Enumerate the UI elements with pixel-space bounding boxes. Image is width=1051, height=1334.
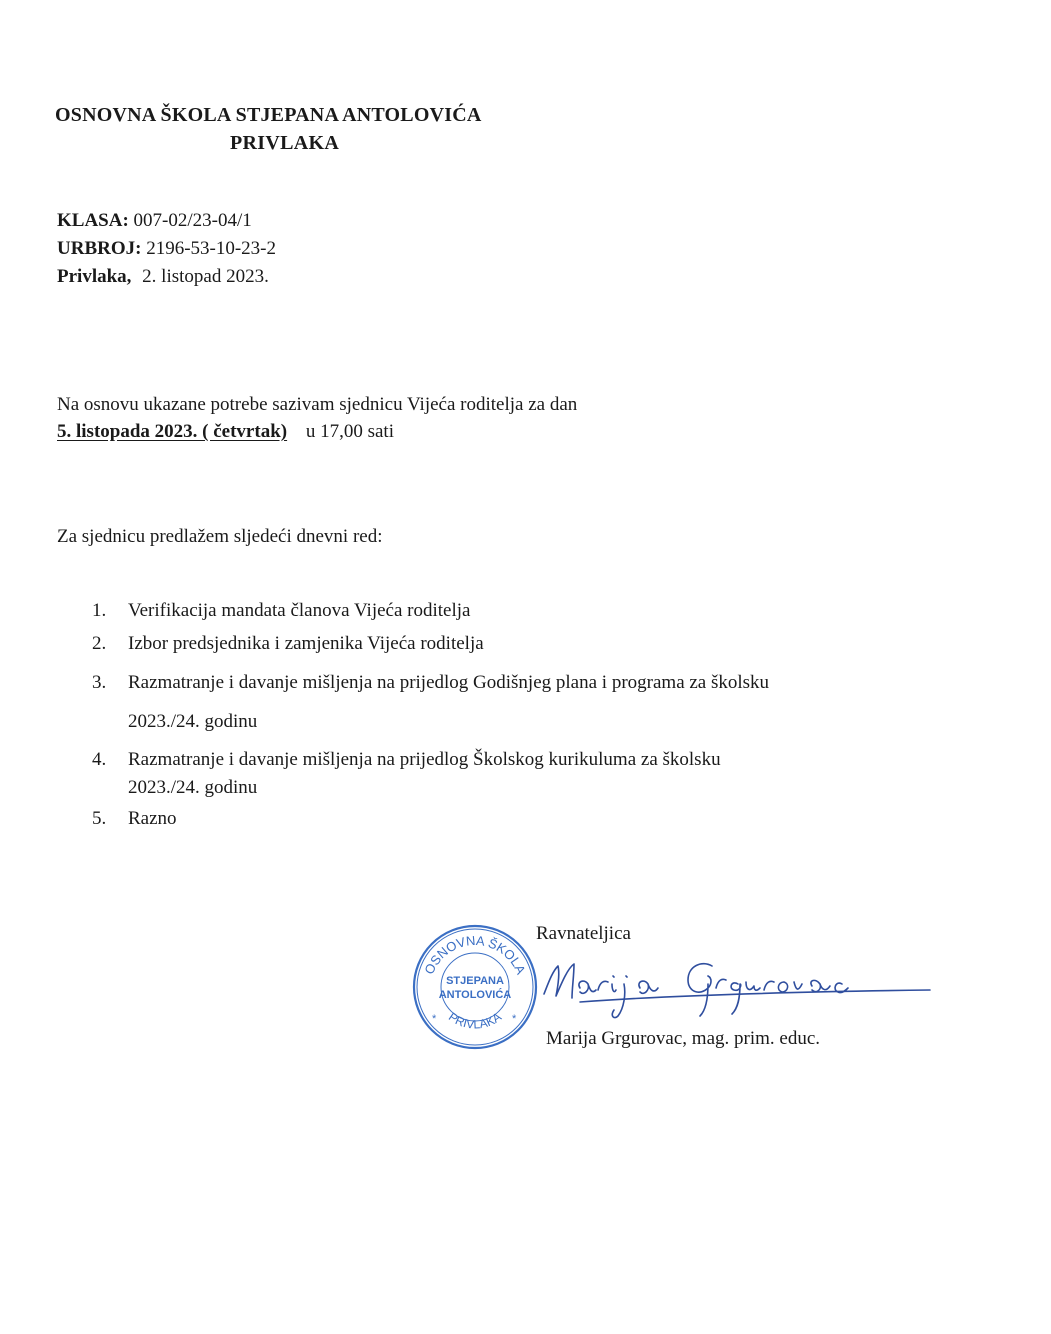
- agenda-text: Izbor predsjednika i zamjenika Vijeća roditelja: [128, 633, 484, 654]
- signature-title: Ravnateljica: [536, 923, 631, 944]
- agenda-number: 1.: [92, 600, 107, 621]
- agenda-number: 3.: [92, 672, 107, 693]
- signatory-name: Marija Grgurovac, mag. prim. educ.: [546, 1028, 821, 1049]
- agenda-text-continued: 2023./24. godinu: [128, 711, 258, 732]
- agenda-text: Razmatranje i davanje mišljenja na prijedlog Školskog kurikuluma za školsku: [128, 749, 721, 770]
- meeting-line: [57, 421, 394, 443]
- agenda-number: 2.: [92, 633, 107, 654]
- urbroj-label: URBROJ:: [57, 238, 142, 259]
- agenda-text: Razno: [128, 808, 177, 829]
- agenda-text-continued: 2023./24. godinu: [128, 777, 258, 798]
- stamp-line-1: STJEPANA: [446, 975, 504, 987]
- meeting-time: u 17,00 sati: [305, 421, 394, 442]
- date-value: 2. listopad 2023.: [142, 266, 269, 287]
- intro-text: Na osnovu ukazane potrebe sazivam sjednicu Vijeća roditelja za dan: [57, 394, 578, 415]
- klasa-label: KLASA:: [57, 210, 129, 231]
- agenda-text: Verifikacija mandata članova Vijeća roditelja: [128, 600, 471, 621]
- stamp-bottom-text: PRIVLAKA: [446, 1009, 504, 1032]
- klasa-line: [57, 210, 252, 232]
- agenda-number: 5.: [92, 808, 107, 829]
- agenda-number: 4.: [92, 749, 107, 770]
- place-label: Privlaka,: [57, 266, 132, 287]
- stamp-line-2: ANTOLOVIĆA: [438, 989, 512, 1001]
- date-line: [57, 266, 269, 288]
- urbroj-line: [57, 238, 276, 260]
- school-name: OSNOVNA ŠKOLA STJEPANA ANTOLOVIĆA: [55, 104, 482, 126]
- stamp-top-text: OSNOVNA ŠKOLA: [421, 932, 529, 977]
- stamp-star-right: *: [512, 1013, 517, 1025]
- meeting-date: 5. listopada 2023. ( četvrtak): [57, 421, 288, 442]
- agenda-text: Razmatranje i davanje mišljenja na prijedlog Godišnjeg plana i programa za školsku: [128, 672, 770, 693]
- handwritten-signature: [540, 944, 935, 1024]
- agenda-intro: Za sjednicu predlažem sljedeći dnevni red:: [57, 526, 383, 547]
- klasa-value: 007-02/23-04/1: [133, 210, 252, 231]
- school-place: PRIVLAKA: [230, 132, 340, 154]
- urbroj-value: 2196-53-10-23-2: [146, 238, 277, 259]
- stamp-star-left: *: [432, 1013, 437, 1025]
- school-stamp: [410, 922, 540, 1052]
